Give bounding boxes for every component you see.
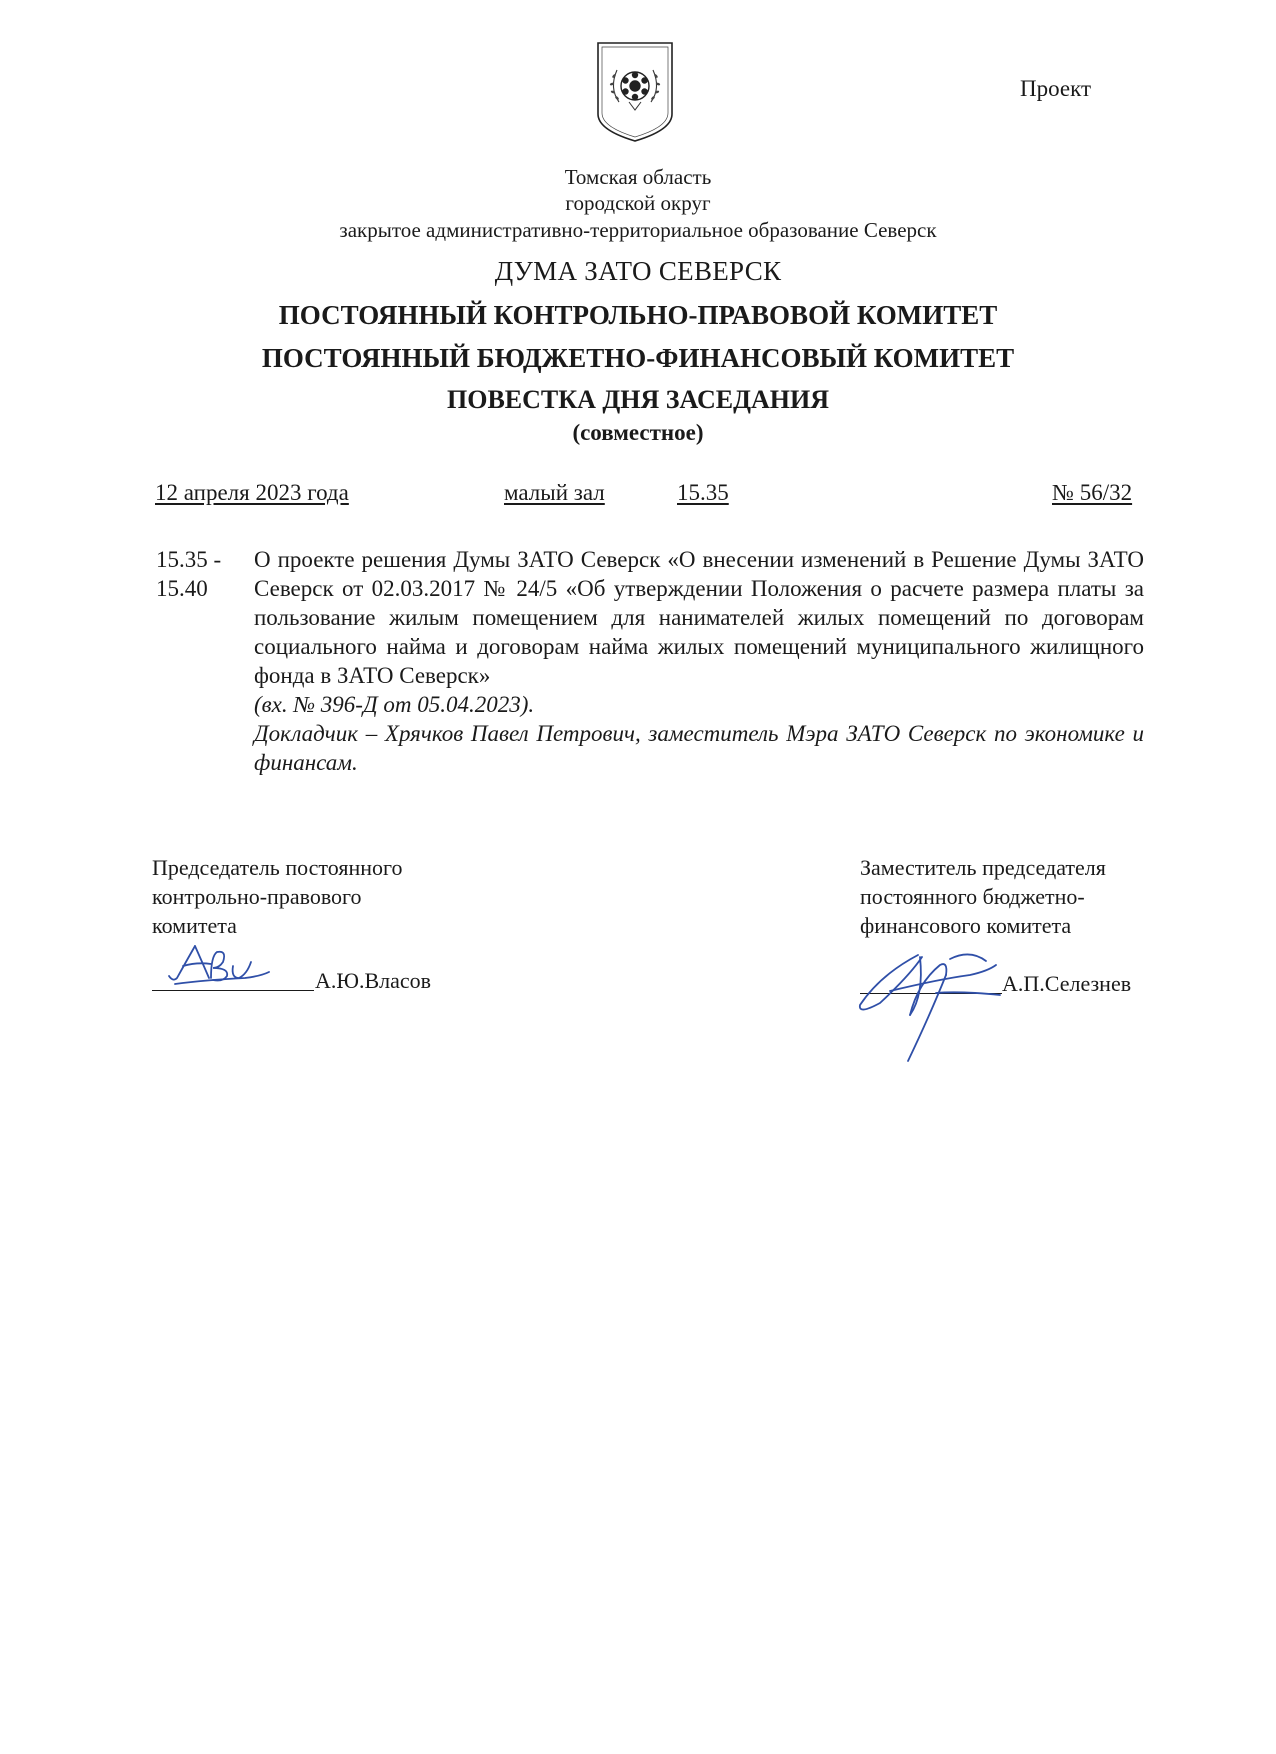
coat-of-arms-icon — [595, 40, 675, 144]
committee-budget-heading: ПОСТОЯННЫЙ БЮДЖЕТНО-ФИНАНСОВЫЙ КОМИТЕТ — [261, 343, 1015, 373]
signature-block-right — [860, 853, 1150, 940]
duma-heading: ДУМА ЗАТО СЕВЕРСК — [494, 256, 782, 286]
agenda-item-text: О проекте решения Думы ЗАТО Северск «О внесении изменений в Решение Думы ЗАТО Северск от 02.03.2017 № 24/5 «Об утверждении Положения о расчете размера платы за пользование жилым помещением для нанимателей жилых помещений по договорам социального найма и договорам найма жилых помещений муниципального жилищного фонда в ЗАТО Северск» — [254, 547, 1144, 688]
meeting-time: 15.35 — [677, 480, 729, 505]
signer-name-right: А.П.Селезнев — [1002, 971, 1132, 996]
zato-line: закрытое административно-территориальное образование Северск — [339, 218, 937, 242]
signer-name-left: А.Ю.Власов — [315, 968, 432, 993]
agenda-item-time-start: 15.35 - — [156, 547, 222, 572]
signature-line-right — [860, 993, 1002, 994]
signer-title-line: Председатель постоянного — [152, 855, 403, 880]
meeting-room: малый зал — [504, 480, 605, 505]
signer-title-line: контрольно-правового — [152, 884, 362, 909]
draft-stamp: Проект — [1020, 76, 1092, 101]
agenda-item-reference: (вх. № 396-Д от 05.04.2023). — [254, 692, 535, 717]
signer-title-line: финансового комитета — [860, 913, 1072, 938]
signer-title-line: постоянного бюджетно- — [860, 884, 1085, 909]
agenda-item-speaker: Докладчик – Хрячков Павел Петрович, заместитель Мэра ЗАТО Северск по экономике и финансам. — [254, 721, 1144, 775]
handwritten-signature-left — [165, 938, 275, 990]
district-line: городской округ — [565, 191, 711, 215]
signer-title-line: Заместитель председателя — [860, 855, 1106, 880]
signer-title-line: комитета — [152, 913, 237, 938]
agenda-item — [254, 545, 1144, 777]
meeting-number: № 56/32 — [1052, 480, 1133, 505]
region-line: Томская область — [564, 165, 712, 189]
agenda-subtitle: (совместное) — [572, 420, 704, 445]
signature-line-left — [152, 990, 314, 991]
agenda-item-time — [156, 545, 221, 603]
handwritten-signature-right — [850, 935, 1010, 1070]
signature-block-left — [152, 853, 482, 940]
agenda-item-time-end: 15.40 — [156, 576, 208, 601]
agenda-title: ПОВЕСТКА ДНЯ ЗАСЕДАНИЯ — [447, 385, 829, 414]
meeting-date: 12 апреля 2023 года — [155, 480, 349, 505]
committee-legal-heading: ПОСТОЯННЫЙ КОНТРОЛЬНО-ПРАВОВОЙ КОМИТЕТ — [278, 300, 998, 330]
